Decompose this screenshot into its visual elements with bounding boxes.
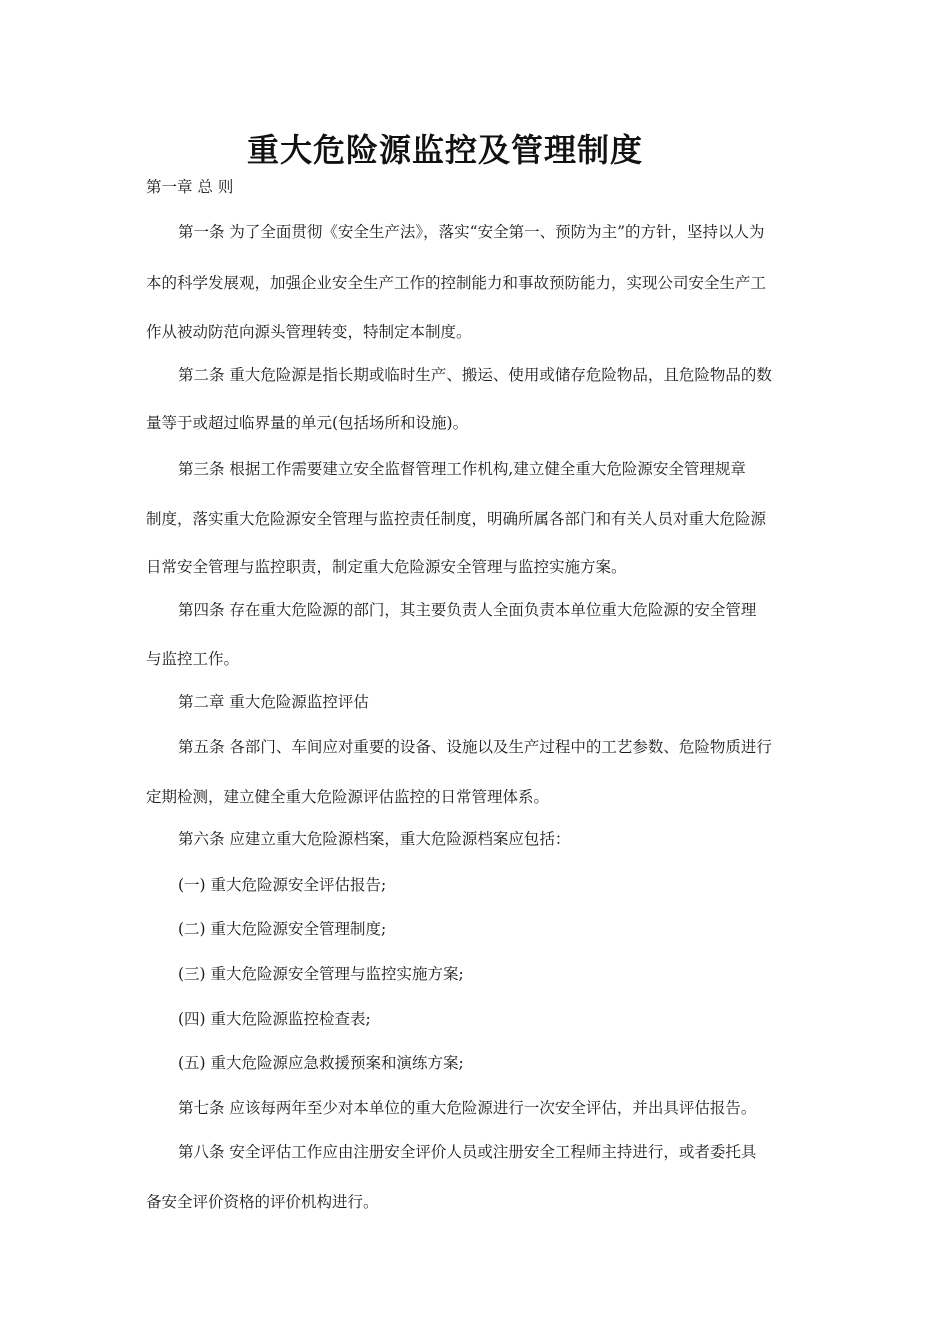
list-item: (一) 重大危险源安全评估报告; (178, 876, 387, 894)
article-line: 第七条 应该每两年至少对本单位的重大危险源进行一次安全评估，并出具评估报告。 (178, 1099, 757, 1117)
article-line: 第四条 存在重大危险源的部门，其主要负责人全面负责本单位重大危险源的安全管理 (178, 601, 757, 619)
article-line: 备安全评价资格的评价机构进行。 (146, 1193, 379, 1211)
article-line: 作从被动防范向源头管理转变，特制定本制度。 (146, 323, 472, 341)
article-line: 第二条 重大危险源是指长期或临时生产、搬运、使用或储存危险物品，且危险物品的数 (178, 366, 772, 384)
article-line: 本的科学发展观，加强企业安全生产工作的控制能力和事故预防能力，实现公司安全生产工 (146, 274, 767, 292)
list-item: (五) 重大危险源应急救援预案和演练方案; (178, 1054, 464, 1072)
article-line: 定期检测，建立健全重大危险源评估监控的日常管理体系。 (146, 788, 550, 806)
article-line: 第五条 各部门、车间应对重要的设备、设施以及生产过程中的工艺参数、危险物质进行 (178, 738, 772, 756)
article-line: 日常安全管理与监控职责，制定重大危险源安全管理与监控实施方案。 (146, 558, 627, 576)
list-item: (二) 重大危险源安全管理制度; (178, 920, 387, 938)
article-line: 制度，落实重大危险源安全管理与监控责任制度，明确所属各部门和有关人员对重大危险源 (146, 510, 767, 528)
article-line: 第六条 应建立重大危险源档案，重大危险源档案应包括： (178, 830, 571, 848)
article-line: 与监控工作。 (146, 650, 240, 668)
chapter-heading: 第二章 重大危险源监控评估 (178, 693, 369, 711)
article-line: 第三条 根据工作需要建立安全监督管理工作机构,建立健全重大危险源安全管理规章 (178, 460, 746, 478)
article-line: 量等于或超过临界量的单元(包括场所和设施)。 (146, 414, 469, 432)
article-line: 第一条 为了全面贯彻《安全生产法》，落实“安全第一、预防为主”的方针，坚持以人为 (178, 223, 765, 241)
list-item: (四) 重大危险源监控检查表; (178, 1010, 371, 1028)
chapter-heading: 第一章 总 则 (146, 178, 234, 196)
article-line: 第八条 安全评估工作应由注册安全评价人员或注册安全工程师主持进行，或者委托具 (178, 1143, 757, 1161)
list-item: (三) 重大危险源安全管理与监控实施方案; (178, 965, 464, 983)
document-title: 重大危险源监控及管理制度 (246, 131, 643, 169)
